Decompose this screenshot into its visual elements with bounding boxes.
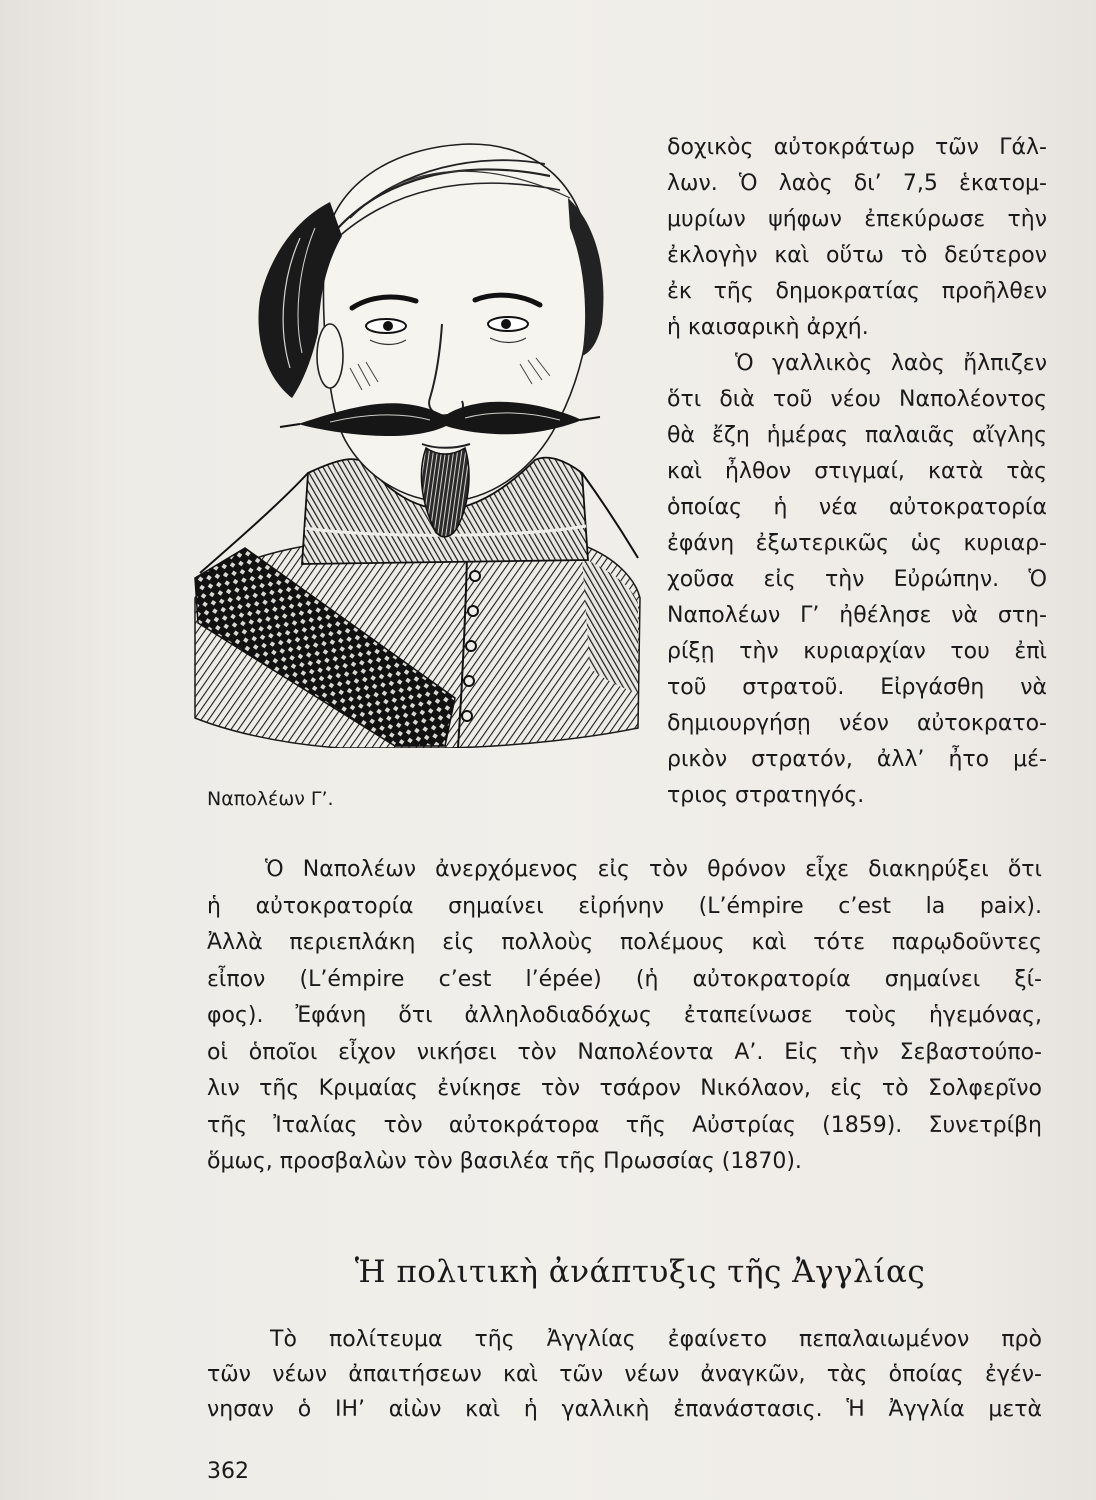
text-line: Ναπολέων Γ’ ἠθέλησε νὰ στη-: [667, 603, 1047, 628]
coat-button: [466, 641, 476, 651]
text-line: φος). Ἐφάνη ὅτι ἀλληλοδιαδόχως ἐταπείνωσε τοὺς ἡγεμόνας,: [207, 1003, 1042, 1028]
paragraph: [207, 1322, 1042, 1427]
text-line: Ὁ γαλλικὸς λαὸς ἤλπιζεν: [735, 351, 1047, 376]
text-line: χοῦσα εἰς τὴν Εὐρώπην. Ὁ: [667, 567, 1047, 592]
ear: [317, 324, 343, 388]
text-line: μυρίων ψήφων ἐπεκύρωσε τὴν: [667, 207, 1047, 232]
right-column-text: [667, 130, 1047, 814]
text-line: ἐκ τῆς δημοκρατίας προῆλθεν: [667, 279, 1047, 304]
text-line: τῆς Ἰταλίας τὸν αὐτοκράτορα τῆς Αὐστρίας (1859). Συνετρίβη: [207, 1112, 1042, 1138]
coat-button: [468, 606, 478, 616]
text-line: ὅμως, προσβαλὼν τὸν βασιλέα τῆς Πρωσσίας (1870).: [207, 1149, 802, 1174]
text-line: δημιουργήσῃ νέον αὐτοκρατο-: [667, 711, 1047, 736]
page-number: 362: [207, 1459, 249, 1484]
text-line: ἡ καισαρικὴ ἀρχή.: [667, 315, 869, 340]
text-line: ὁποίας ἡ νέα αὐτοκρατορία: [667, 495, 1047, 520]
head: [324, 144, 591, 502]
left-pupil: [383, 321, 393, 331]
text-line: ἐκλογὴν καὶ οὕτω τὸ δεύτερον: [667, 243, 1047, 268]
text-line: νησαν ὁ ΙΗ’ αἰὼν καὶ ἡ γαλλικὴ ἐπανάστασις. Ἡ Ἀγγλία μετὰ: [207, 1397, 1042, 1422]
coat-button: [464, 676, 474, 686]
portrait-caption: Ναπολέων Γ’.: [207, 788, 334, 810]
text-line: ἐφάνη ἐξωτερικῶς ὡς κυριαρ-: [667, 531, 1047, 556]
text-line: ρικὸν στρατόν, ἀλλ’ ἦτο μέ-: [667, 747, 1047, 772]
text-line: δοχικὸς αὐτοκράτωρ τῶν Γάλ-: [667, 135, 1047, 160]
text-line: Ἀλλὰ περιεπλάκη εἰς πολλοὺς πολέμους καὶ τότε παρῳδοῦντες: [207, 930, 1042, 955]
portrait-illustration: [190, 128, 645, 748]
text-line: ὅτι διὰ τοῦ νέου Ναπολέοντος: [667, 387, 1047, 412]
text-line: Ὁ Ναπολέων ἀνερχόμενος εἰς τὸν θρόνον εἶχε διακηρύξει ὅτι: [265, 857, 1042, 882]
text-line: ἡ αὐτοκρατορία σημαίνει εἰρήνην (L’émpire c’est la paix).: [207, 893, 1042, 919]
coat-button: [462, 711, 472, 721]
text-line: θὰ ἔζη ἡμέρας παλαιᾶς αἴγλης: [667, 423, 1047, 448]
text-line: τοῦ στρατοῦ. Εἰργάσθη νὰ: [667, 675, 1047, 700]
text-line: τῶν νέων ἀπαιτήσεων καὶ τῶν νέων ἀναγκῶν, τὰς ὁποίας ἐγέν-: [207, 1362, 1042, 1387]
section-heading: Ἡ πολιτικὴ ἀνάπτυξις τῆς Ἀγγλίας: [354, 1254, 926, 1290]
text-line: καὶ ἦλθον στιγμαί, κατὰ τὰς: [667, 459, 1047, 484]
text-line: λων. Ὁ λαὸς δι’ 7,5 ἑκατομ-: [667, 171, 1047, 196]
text-line: ρίξῃ τὴν κυριαρχίαν του ἐπὶ: [667, 639, 1047, 664]
mustache-tip-left: [280, 424, 300, 427]
text-line: λιν τῆς Κριμαίας ἐνίκησε τὸν τσάρον Νικόλαον, εἰς τὸ Σολφερῖνο: [207, 1076, 1042, 1101]
text-line: Τὸ πολίτευμα τῆς Ἀγγλίας ἐφαίνετο πεπαλαιωμένον πρὸ: [270, 1327, 1042, 1352]
text-line: οἱ ὁποῖοι εἶχον νικήσει τὸν Ναπολέοντα Α’. Εἰς τὴν Σεβαστούπο-: [207, 1039, 1042, 1065]
paragraph: [207, 852, 1042, 1181]
right-shoulder-line: [582, 473, 638, 558]
mustache-tip-right: [580, 417, 600, 420]
text-line: τριος στρατηγός.: [667, 783, 865, 808]
text-line: εἶπον (L’émpire c’est l’épée) (ἡ αὐτοκρατορία σημαίνει ξί-: [207, 966, 1042, 992]
right-pupil: [501, 319, 511, 329]
coat-button: [470, 571, 480, 581]
